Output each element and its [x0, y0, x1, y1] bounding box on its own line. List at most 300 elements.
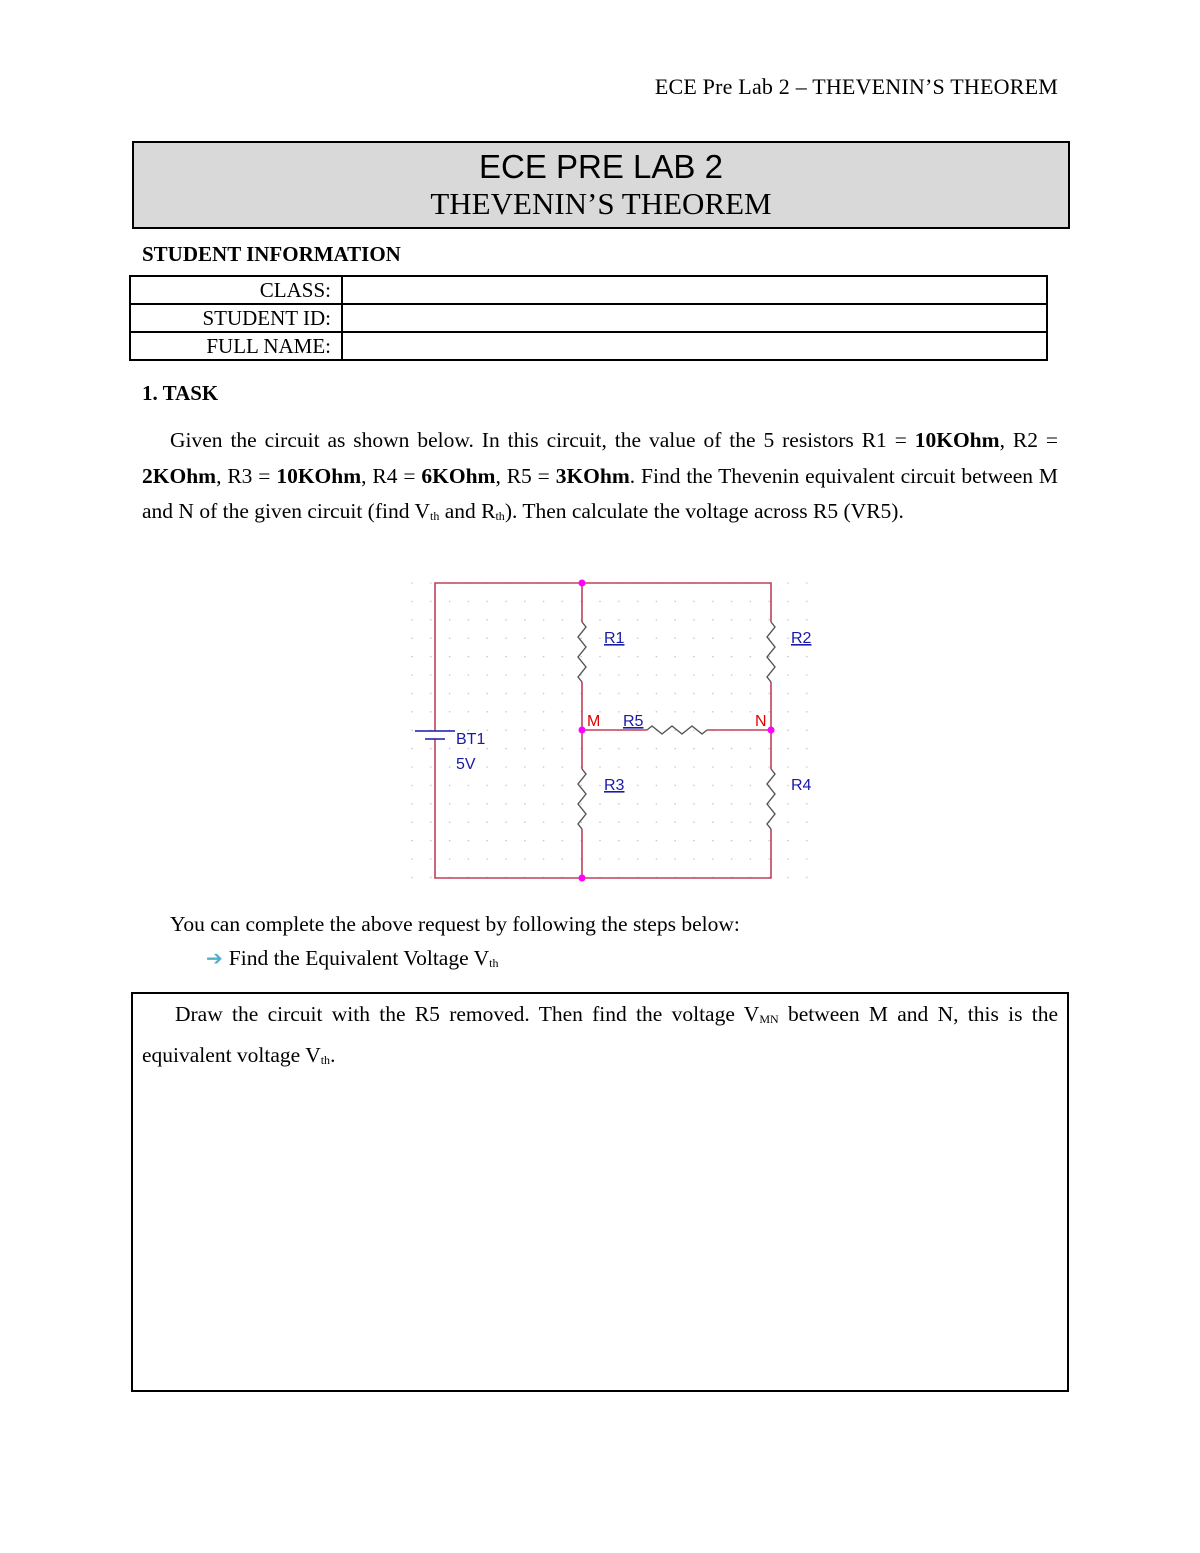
grid-dot [543, 748, 545, 750]
grid-dot [674, 803, 676, 805]
grid-dot [411, 858, 413, 860]
vth-subscript: th [429, 509, 440, 523]
grid-dot [637, 821, 639, 823]
grid-dot [505, 619, 507, 621]
grid-dot [430, 877, 432, 879]
grid-dot [449, 748, 451, 750]
grid-dot [787, 821, 789, 823]
step-1 [206, 946, 498, 971]
grid-dot [768, 601, 770, 603]
grid-dot [731, 785, 733, 787]
grid-dot [599, 619, 601, 621]
grid-dot [562, 785, 564, 787]
label-r3: R3 [604, 777, 625, 794]
grid-dot [750, 803, 752, 805]
grid-dot [712, 656, 714, 658]
grid-dot [562, 637, 564, 639]
grid-dot [562, 766, 564, 768]
grid-dot [411, 803, 413, 805]
grid-dot [580, 803, 582, 805]
grid-dot [505, 821, 507, 823]
grid-dot [562, 656, 564, 658]
grid-dot [750, 674, 752, 676]
grid-dot [505, 729, 507, 731]
grid-dot [524, 674, 526, 676]
grid-dot [486, 656, 488, 658]
grid-dot [468, 858, 470, 860]
grid-dot [806, 821, 808, 823]
grid-dot [543, 858, 545, 860]
grid-dot [618, 821, 620, 823]
grid-dot [430, 785, 432, 787]
grid-dot [411, 656, 413, 658]
grid-dot [787, 858, 789, 860]
grid-dot [599, 840, 601, 842]
grid-dot [468, 619, 470, 621]
grid-dot [580, 656, 582, 658]
grid-dot [449, 785, 451, 787]
grid-dot [787, 601, 789, 603]
grid-dot [787, 766, 789, 768]
grid-dot [543, 711, 545, 713]
grid-dot [524, 766, 526, 768]
grid-dot [674, 785, 676, 787]
grid-dot [787, 840, 789, 842]
grid-dot [806, 582, 808, 584]
grid-dot [787, 748, 789, 750]
grid-dot [505, 601, 507, 603]
grid-dot [693, 656, 695, 658]
label-battery: BT1 [456, 731, 486, 748]
grid-dot [449, 766, 451, 768]
task-text: , R4 = [361, 463, 422, 488]
grid-dot [599, 693, 601, 695]
circuit-wires [435, 583, 771, 878]
grid-dot [731, 766, 733, 768]
grid-dot [524, 711, 526, 713]
grid-dot [750, 693, 752, 695]
grid-dot [750, 821, 752, 823]
grid-dot [674, 766, 676, 768]
vmn-subscript: MN [759, 1012, 779, 1026]
grid-dot [712, 821, 714, 823]
grid-dot [430, 619, 432, 621]
grid-dot [674, 619, 676, 621]
grid-dot [712, 858, 714, 860]
grid-dot [787, 656, 789, 658]
grid-dot [486, 729, 488, 731]
grid-dot [486, 803, 488, 805]
grid-dot [750, 619, 752, 621]
r2-value: 2KOhm [142, 463, 217, 488]
class-label: CLASS: [130, 276, 342, 304]
answer-text: . [330, 1042, 336, 1067]
grid-dot [618, 693, 620, 695]
grid-dot [562, 674, 564, 676]
grid-dot [712, 711, 714, 713]
grid-dot [486, 637, 488, 639]
grid-dot [505, 711, 507, 713]
grid-dot [524, 637, 526, 639]
grid-dot [806, 711, 808, 713]
grid-dot [562, 821, 564, 823]
grid-dot [449, 693, 451, 695]
grid-dot [505, 785, 507, 787]
grid-dot [599, 656, 601, 658]
table-row [130, 332, 1047, 360]
grid-dot [637, 674, 639, 676]
grid-dot [562, 803, 564, 805]
grid-dot [787, 785, 789, 787]
grid-dot [731, 693, 733, 695]
grid-dot [806, 748, 808, 750]
label-r1: R1 [604, 630, 625, 647]
grid-dot [693, 601, 695, 603]
grid-dot [787, 803, 789, 805]
grid-dot [693, 619, 695, 621]
grid-dot [505, 766, 507, 768]
grid-dot [712, 803, 714, 805]
grid-dot [524, 840, 526, 842]
grid-dot [430, 821, 432, 823]
grid-dot [806, 601, 808, 603]
grid-dot [618, 601, 620, 603]
grid-dot [806, 619, 808, 621]
page-title: ECE PRE LAB 2 [479, 148, 723, 185]
grid-dot [674, 601, 676, 603]
grid-dot [731, 821, 733, 823]
grid-dot [712, 748, 714, 750]
grid-dot [693, 803, 695, 805]
label-battery-value: 5V [456, 756, 476, 773]
grid-dot [543, 693, 545, 695]
grid-dot [486, 821, 488, 823]
grid-dot [599, 766, 601, 768]
r5-value: 3KOhm [555, 463, 630, 488]
grid-dot [693, 858, 695, 860]
grid-dot [693, 729, 695, 731]
grid-dot [599, 748, 601, 750]
label-node-n: N [755, 713, 767, 730]
grid-dot [430, 693, 432, 695]
grid-dot [618, 619, 620, 621]
grid-dot [486, 858, 488, 860]
grid-dot [468, 803, 470, 805]
grid-dot [656, 766, 658, 768]
answer-text: Draw the circuit with the R5 removed. Then find the voltage V [175, 1002, 760, 1026]
resistor-r2 [767, 622, 775, 682]
grid-dot [562, 619, 564, 621]
grid-dot [486, 748, 488, 750]
grid-dot [768, 858, 770, 860]
grid-dot [787, 619, 789, 621]
task-text: and R [439, 499, 496, 523]
grid-dot [562, 858, 564, 860]
grid-dot [562, 748, 564, 750]
grid-dot [468, 674, 470, 676]
grid-dot [806, 656, 808, 658]
grid-dot [731, 748, 733, 750]
grid-dot [562, 601, 564, 603]
grid-dot [486, 840, 488, 842]
grid-dot [430, 656, 432, 658]
grid-dot [468, 821, 470, 823]
grid-dot [562, 729, 564, 731]
grid-dot [806, 840, 808, 842]
grid-dot [599, 858, 601, 860]
grid-dot [656, 803, 658, 805]
student-id-label: STUDENT ID: [130, 304, 342, 332]
grid-dot [806, 729, 808, 731]
grid-dot [674, 674, 676, 676]
answer-box[interactable] [131, 992, 1069, 1392]
grid-dot [580, 785, 582, 787]
grid-dot [430, 637, 432, 639]
grid-dot [524, 785, 526, 787]
grid-dot [599, 785, 601, 787]
class-field[interactable] [342, 276, 1047, 304]
grid-dot [430, 601, 432, 603]
grid-dot [430, 582, 432, 584]
grid-dot [656, 858, 658, 860]
grid-dot [674, 748, 676, 750]
grid-dot [486, 711, 488, 713]
vth-subscript: th [489, 956, 499, 970]
resistor-r5 [647, 726, 707, 734]
grid-dot [449, 803, 451, 805]
grid-dot [768, 711, 770, 713]
grid-dot [656, 840, 658, 842]
resistor-r1 [578, 622, 586, 682]
grid-dot [637, 693, 639, 695]
grid-dot [674, 656, 676, 658]
grid-dot [468, 840, 470, 842]
grid-dot [505, 693, 507, 695]
grid-dot [674, 858, 676, 860]
grid-dot [543, 637, 545, 639]
grid-dot [505, 748, 507, 750]
grid-dot [411, 601, 413, 603]
grid-dot [750, 785, 752, 787]
task-text: , R2 = [999, 428, 1058, 452]
grid-dot [637, 601, 639, 603]
grid-dot [750, 766, 752, 768]
grid-dot [599, 803, 601, 805]
grid-dot [486, 619, 488, 621]
label-node-m: M [587, 713, 601, 730]
grid-dot [731, 840, 733, 842]
grid-dot [543, 785, 545, 787]
grid-dot [411, 766, 413, 768]
resistor-r4 [767, 769, 775, 829]
answer-text: between M and N, this is the equivalent voltage V [142, 1002, 1058, 1067]
grid-dot [656, 601, 658, 603]
wire-top-left [435, 583, 582, 731]
grid-dot [486, 601, 488, 603]
grid-dot [411, 785, 413, 787]
grid-dot [505, 858, 507, 860]
grid-dot [768, 693, 770, 695]
grid-dot [468, 656, 470, 658]
grid-dot [618, 656, 620, 658]
steps-intro: You can complete the above request by following the steps below: [170, 912, 740, 936]
grid-dot [449, 601, 451, 603]
grid-dot [449, 637, 451, 639]
grid-dot [618, 766, 620, 768]
grid-dot [656, 619, 658, 621]
grid-dot [543, 766, 545, 768]
grid-dot [505, 840, 507, 842]
resistors [578, 622, 775, 829]
grid-dot [637, 803, 639, 805]
grid-dot [674, 840, 676, 842]
grid-dot [599, 637, 601, 639]
grid-dot [486, 785, 488, 787]
grid-dot [411, 877, 413, 879]
grid-dot [693, 766, 695, 768]
step-1-text: Find the Equivalent Voltage V [228, 946, 490, 970]
node-m [579, 727, 586, 734]
grid-dot [468, 693, 470, 695]
grid-dot [543, 619, 545, 621]
grid-dot [712, 619, 714, 621]
grid-dot [731, 858, 733, 860]
grid-dot [750, 858, 752, 860]
grid-dot [430, 840, 432, 842]
grid-dot [411, 637, 413, 639]
grid-dot [524, 619, 526, 621]
grid-dot [674, 637, 676, 639]
grid-dot [768, 748, 770, 750]
grid-dot [693, 840, 695, 842]
grid-dot [750, 711, 752, 713]
grid-dot [806, 858, 808, 860]
grid-dot [712, 840, 714, 842]
grid-dot [731, 637, 733, 639]
answer-instruction [133, 994, 1067, 1078]
grid-dot [768, 619, 770, 621]
grid-dot [468, 748, 470, 750]
grid-dot [543, 803, 545, 805]
wire-top-right [582, 583, 771, 622]
grid-dot [449, 619, 451, 621]
grid-dot [430, 766, 432, 768]
grid-dot [524, 601, 526, 603]
grid-dot [468, 785, 470, 787]
task-text: , R3 = [216, 463, 277, 488]
grid-dot [693, 711, 695, 713]
grid-dot [787, 729, 789, 731]
grid-dot [693, 785, 695, 787]
full-name-label: FULL NAME: [130, 332, 342, 360]
grid-dot [618, 840, 620, 842]
grid-dot [411, 729, 413, 731]
grid-dot [411, 693, 413, 695]
title-box [132, 141, 1070, 229]
grid-dot [430, 748, 432, 750]
grid-dot [768, 803, 770, 805]
grid-dot [599, 821, 601, 823]
grid-dot [468, 601, 470, 603]
grid-dot [449, 656, 451, 658]
grid-dot [674, 711, 676, 713]
page-subtitle: THEVENIN’S THEOREM [430, 186, 772, 221]
grid-dot [486, 766, 488, 768]
grid-dot [449, 711, 451, 713]
grid-dot [411, 840, 413, 842]
grid-dot [637, 840, 639, 842]
grid-dot [787, 674, 789, 676]
grid-dot [449, 674, 451, 676]
student-info-heading: STUDENT INFORMATION [142, 242, 401, 266]
resistor-r3 [578, 769, 586, 829]
grid-dot [693, 748, 695, 750]
grid-dot [468, 711, 470, 713]
grid-dot [430, 711, 432, 713]
grid-dot [524, 748, 526, 750]
grid-dot [599, 674, 601, 676]
grid-dot [411, 619, 413, 621]
grid-dot [618, 858, 620, 860]
grid-dot [562, 840, 564, 842]
grid-dot [768, 766, 770, 768]
arrow-right-icon: ➔ [206, 946, 223, 970]
student-id-field[interactable] [342, 304, 1047, 332]
grid-dot [618, 803, 620, 805]
grid-dot [731, 601, 733, 603]
grid-dot [693, 674, 695, 676]
full-name-field[interactable] [342, 332, 1047, 360]
grid-dot [505, 637, 507, 639]
grid-dot [637, 619, 639, 621]
grid-dot [468, 637, 470, 639]
grid-dot [524, 821, 526, 823]
grid-dot [543, 656, 545, 658]
grid-dot [712, 601, 714, 603]
grid-dot [505, 656, 507, 658]
grid-dot [806, 693, 808, 695]
table-row [130, 304, 1047, 332]
task-text: ). Then calculate the voltage across R5 (VR5). [504, 499, 904, 523]
grid-dot [806, 803, 808, 805]
grid-dot [806, 766, 808, 768]
grid-dot [430, 803, 432, 805]
grid-dot [674, 693, 676, 695]
running-header: ECE Pre Lab 2 – THEVENIN’S THEOREM [654, 74, 1058, 99]
grid-dot [505, 803, 507, 805]
grid-dot [411, 821, 413, 823]
grid-dot [543, 821, 545, 823]
grid-dot [430, 674, 432, 676]
node-n [768, 727, 775, 734]
grid-dot [449, 840, 451, 842]
grid-dot [524, 803, 526, 805]
node-top [579, 580, 586, 587]
grid-dot [543, 601, 545, 603]
task-paragraph [142, 423, 1058, 535]
grid-dot [543, 840, 545, 842]
grid-dot [637, 766, 639, 768]
grid-dot [543, 729, 545, 731]
student-info-table [129, 275, 1048, 361]
label-r4: R4 [791, 777, 812, 794]
grid-dot [712, 637, 714, 639]
grid-dot [618, 711, 620, 713]
grid-dot [656, 785, 658, 787]
grid-dot [731, 656, 733, 658]
r3-value: 10KOhm [276, 463, 362, 488]
grid-dot [712, 766, 714, 768]
